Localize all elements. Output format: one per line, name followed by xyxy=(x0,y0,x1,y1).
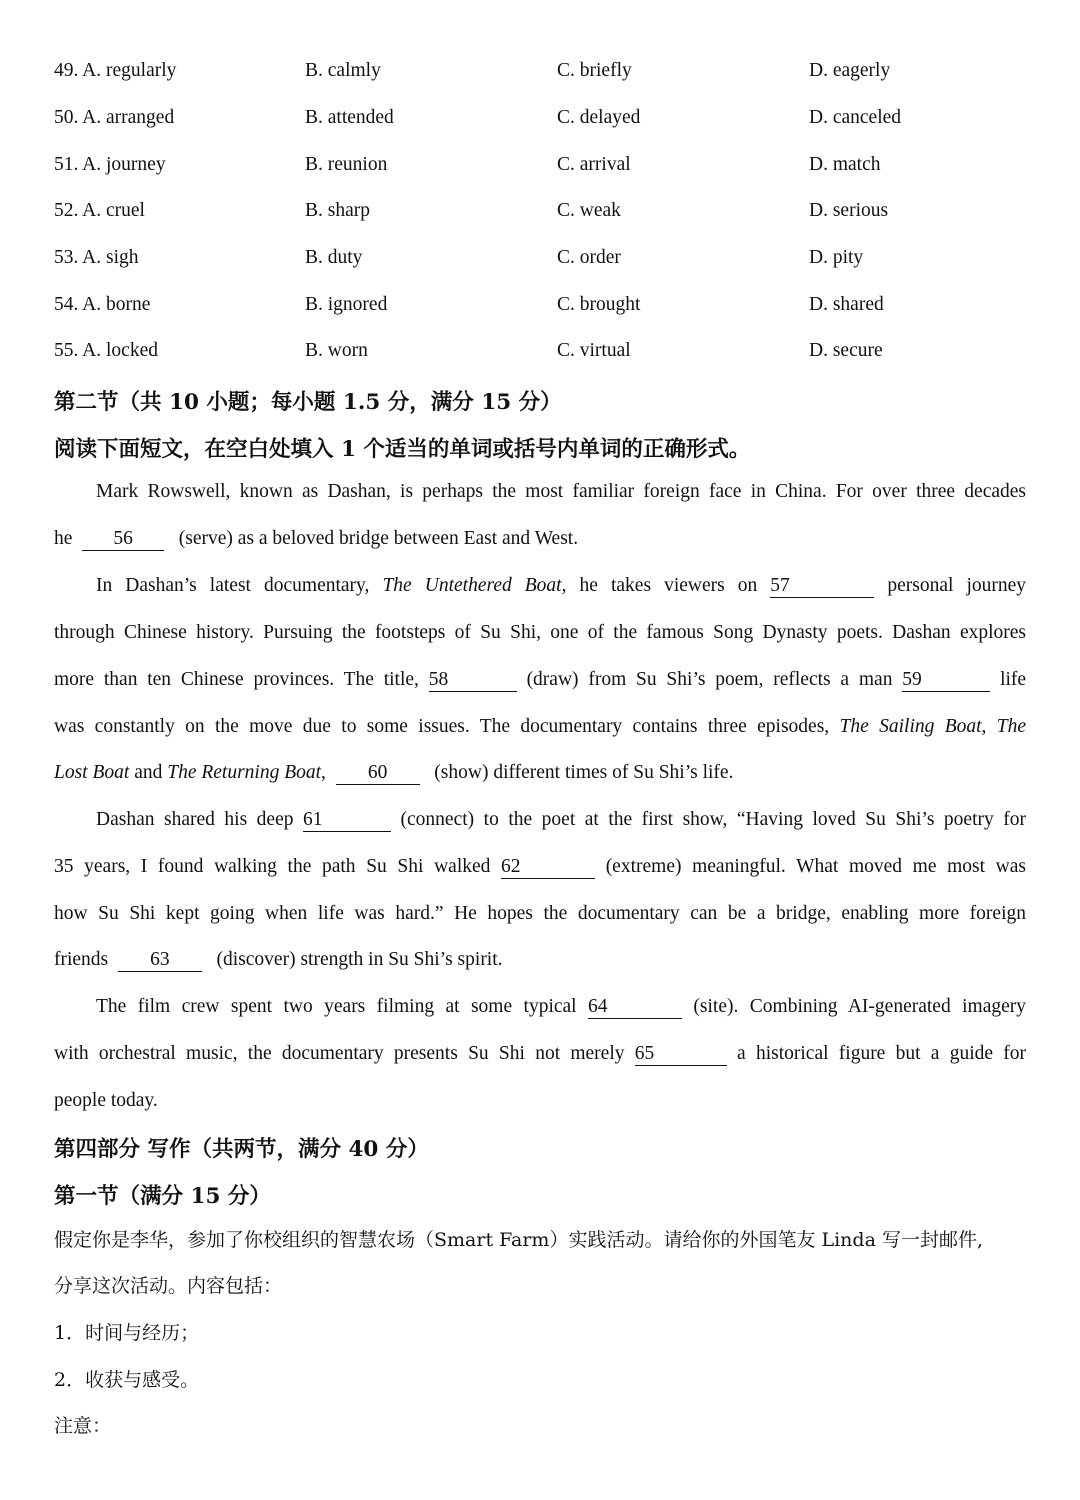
passage-line: how Su Shi kept going when life was hard.” He hopes the documentary can be a bridge, enabling more foreign xyxy=(54,903,1026,924)
passage-line: people today. xyxy=(54,1090,158,1111)
passage-line: through Chinese history. Pursuing the footsteps of Su Shi, one of the famous Song Dynasty poets. Dashan explores xyxy=(54,622,1026,643)
title-text: Lost Boat xyxy=(54,762,130,783)
text: The film crew spent two years filming at some typical xyxy=(96,996,577,1017)
text: Dashan shared his deep xyxy=(96,809,294,830)
option-a: 52. A. cruel xyxy=(54,200,145,221)
note-label: 注意： xyxy=(54,1415,112,1437)
blank-65: 65 xyxy=(635,1043,727,1066)
passage-line xyxy=(54,946,1026,974)
options-row-51 xyxy=(54,154,1026,184)
option-a: 53. A. sigh xyxy=(54,247,139,268)
blank-58: 58 xyxy=(429,669,517,692)
text: a historical figure but a guide for xyxy=(737,1043,1027,1064)
text: (site). Combining AI-generated imagery xyxy=(693,996,1026,1017)
blank-61: 61 xyxy=(303,809,391,832)
options-row-53 xyxy=(54,247,1026,277)
exam-page xyxy=(54,0,1026,1500)
passage-line xyxy=(54,713,1026,741)
writing-prompt: 假定你是李华，参加了你校组织的智慧农场（Smart Farm）实践活动。请给你的外国笔友 Linda 写一封邮件, xyxy=(54,1229,983,1251)
text: , he takes viewers on xyxy=(561,575,758,596)
option-a: 49. A. regularly xyxy=(54,60,177,81)
text: In Dashan’s latest documentary, xyxy=(96,575,370,596)
options-row-52 xyxy=(54,200,1026,230)
blank-56: 56 xyxy=(82,528,164,551)
options-row-49 xyxy=(54,60,1026,90)
text: 35 years, I found walking the path Su Shi walked xyxy=(54,856,491,877)
passage-line xyxy=(54,572,1026,600)
option-c: C. order xyxy=(557,247,621,268)
blank-59: 59 xyxy=(902,669,990,692)
passage-line xyxy=(54,525,1026,553)
passage-line xyxy=(54,806,1026,834)
subsection-heading: 第一节（满分 15 分） xyxy=(54,1184,271,1209)
text: , xyxy=(321,762,326,783)
option-d: D. serious xyxy=(809,200,889,221)
passage-line xyxy=(54,666,1026,694)
option-a: 50. A. arranged xyxy=(54,107,175,128)
passage-line xyxy=(54,1040,1026,1068)
section-instruction: 阅读下面短文，在空白处填入 1 个适当的单词或括号内单词的正确形式。 xyxy=(54,437,751,462)
option-d: D. canceled xyxy=(809,107,902,128)
options-row-50 xyxy=(54,107,1026,137)
text: personal journey xyxy=(887,575,1027,596)
options-row-55 xyxy=(54,340,1026,370)
passage-line xyxy=(54,853,1026,881)
text: he xyxy=(54,528,73,549)
text: and xyxy=(134,762,163,783)
option-b: B. calmly xyxy=(305,60,381,81)
option-b: B. sharp xyxy=(305,200,370,221)
title-text: The Returning Boat xyxy=(167,762,322,783)
prompt-item: 2．收获与感受。 xyxy=(54,1369,200,1391)
text: (discover) strength in Su Shi’s spirit. xyxy=(216,949,503,970)
option-d: D. shared xyxy=(809,294,884,315)
option-a: 54. A. borne xyxy=(54,294,151,315)
blank-57: 57 xyxy=(770,575,874,598)
option-d: D. match xyxy=(809,154,881,175)
text: friends xyxy=(54,949,109,970)
options-row-54 xyxy=(54,294,1026,324)
text: more than ten Chinese provinces. The title, xyxy=(54,669,419,690)
option-c: C. delayed xyxy=(557,107,641,128)
option-d: D. eagerly xyxy=(809,60,891,81)
option-b: B. ignored xyxy=(305,294,388,315)
option-a: 51. A. journey xyxy=(54,154,166,175)
text: life xyxy=(1000,669,1027,690)
text: (draw) from Su Shi’s poem, reflects a man xyxy=(526,669,893,690)
text: (extreme) meaningful. What moved me most was xyxy=(605,856,1027,877)
option-d: D. secure xyxy=(809,340,883,361)
text: (show) different times of Su Shi’s life. xyxy=(434,762,734,783)
option-d: D. pity xyxy=(809,247,864,268)
passage-line: Mark Rowswell, known as Dashan, is perhaps the most familiar foreign face in China. For over three decades xyxy=(96,481,1026,502)
text: (serve) as a beloved bridge between East and West. xyxy=(178,528,579,549)
option-b: B. attended xyxy=(305,107,394,128)
option-b: B. duty xyxy=(305,247,363,268)
passage-line xyxy=(54,993,1026,1021)
text: with orchestral music, the documentary presents Su Shi not merely xyxy=(54,1043,625,1064)
text: was constantly on the move due to some issues. The documentary contains three episodes, xyxy=(54,716,830,737)
option-c: C. virtual xyxy=(557,340,631,361)
title-text: The Untethered Boat xyxy=(382,575,562,596)
option-c: C. weak xyxy=(557,200,621,221)
blank-60: 60 xyxy=(336,762,420,785)
option-c: C. brought xyxy=(557,294,641,315)
passage-line xyxy=(54,759,1026,787)
title-text: The Sailing Boat xyxy=(839,716,982,737)
part-heading: 第四部分 写作（共两节，满分 40 分） xyxy=(54,1137,429,1162)
blank-63: 63 xyxy=(118,949,202,972)
title-text: The xyxy=(996,716,1027,737)
option-c: C. arrival xyxy=(557,154,631,175)
writing-prompt: 分享这次活动。内容包括： xyxy=(54,1275,283,1297)
prompt-item: 1．时间与经历； xyxy=(54,1322,200,1344)
text: , xyxy=(981,716,987,737)
option-c: C. briefly xyxy=(557,60,632,81)
blank-62: 62 xyxy=(501,856,595,879)
blank-64: 64 xyxy=(588,996,682,1019)
option-a: 55. A. locked xyxy=(54,340,158,361)
option-b: B. worn xyxy=(305,340,368,361)
section-heading: 第二节（共 10 小题；每小题 1.5 分，满分 15 分） xyxy=(54,390,562,415)
text: (connect) to the poet at the first show, “Having loved Su Shi’s poetry for xyxy=(400,809,1026,830)
option-b: B. reunion xyxy=(305,154,388,175)
